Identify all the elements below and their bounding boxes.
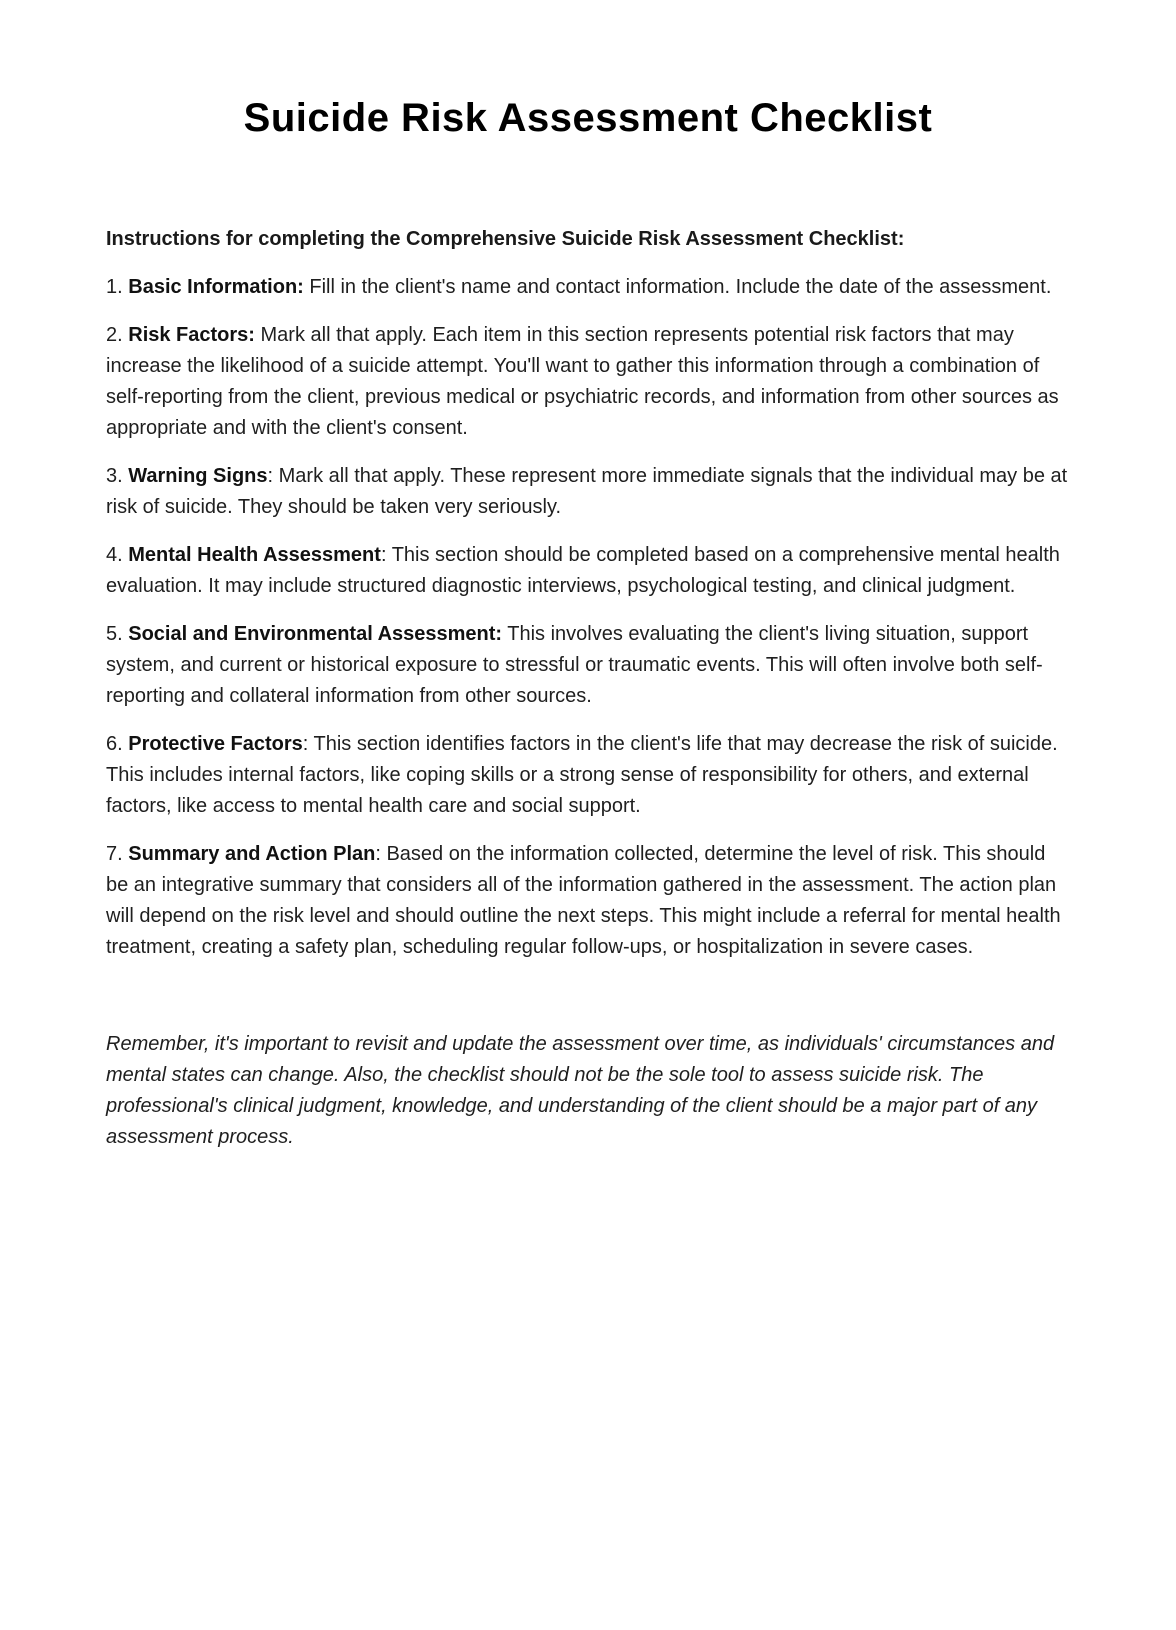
instructions-heading: Instructions for completing the Comprehensive Suicide Risk Assessment Checklist: bbox=[106, 228, 905, 250]
item-label: Summary and Action Plan bbox=[128, 843, 376, 865]
instruction-item-summary-action-plan bbox=[106, 822, 1070, 963]
item-label: Warning Signs bbox=[128, 465, 268, 487]
item-number: 4. bbox=[106, 544, 129, 566]
instruction-item-risk-factors bbox=[106, 303, 1070, 444]
item-number: 6. bbox=[106, 733, 129, 755]
item-number: 1. bbox=[106, 276, 129, 298]
instruction-item-social-environmental-assessment bbox=[106, 602, 1070, 712]
item-body: : Mark all that apply. These represent more immediate signals that the individual may be at risk of suicide. They should be taken very seriously. bbox=[106, 465, 1068, 518]
instruction-item-warning-signs bbox=[106, 444, 1070, 523]
item-body: : Based on the information collected, determine the level of risk. This should be an integrative summary that considers all of the information gathered in the assessment. The action plan will depend on the risk level and should outline the next steps. This might include a referral for mental health treatment, creating a safety plan, scheduling regular follow-ups, or hospitalization in severe cases. bbox=[106, 843, 1061, 958]
item-body: : This section should be completed based on a comprehensive mental health evaluation. It may include structured diagnostic interviews, psychological testing, and clinical judgment. bbox=[106, 544, 1060, 597]
item-number: 5. bbox=[106, 623, 129, 645]
item-number: 7. bbox=[106, 843, 129, 865]
item-label: Mental Health Assessment bbox=[128, 544, 381, 566]
item-body: Mark all that apply. Each item in this section represents potential risk factors that may increase the likelihood of a suicide attempt. You'll want to gather this information through a combination of self-reporting from the client, previous medical or psychiatric records, and information from other sources as appropriate and with the client's consent. bbox=[106, 324, 1059, 439]
closing-note: Remember, it's important to revisit and update the assessment over time, as individuals' circumstances and mental states can change. Also, the checklist should not be the sole tool to assess suicide risk. The professional's clinical judgment, knowledge, and understanding of the client should be a major part of any assessment process. bbox=[106, 1033, 1055, 1148]
item-body: Fill in the client's name and contact information. Include the date of the assessment. bbox=[303, 276, 1052, 298]
page-title: Suicide Risk Assessment Checklist bbox=[243, 96, 933, 140]
instruction-item-mental-health-assessment bbox=[106, 523, 1070, 602]
item-body: This involves evaluating the client's living situation, support system, and current or historical exposure to stressful or traumatic events. This will often involve both self-reporting and collateral information from other sources. bbox=[106, 623, 1043, 707]
instruction-item-protective-factors bbox=[106, 712, 1070, 822]
item-number: 3. bbox=[106, 465, 129, 487]
item-label: Social and Environmental Assessment: bbox=[128, 623, 503, 645]
item-label: Risk Factors: bbox=[128, 324, 255, 346]
item-label: Protective Factors bbox=[128, 733, 303, 755]
item-number: 2. bbox=[106, 324, 129, 346]
instruction-item-basic-information bbox=[106, 255, 1070, 303]
item-label: Basic Information: bbox=[128, 276, 304, 298]
item-body: : This section identifies factors in the client's life that may decrease the risk of suicide. This includes internal factors, like coping skills or a strong sense of responsibility for others, and external factors, like access to mental health care and social support. bbox=[106, 733, 1058, 817]
